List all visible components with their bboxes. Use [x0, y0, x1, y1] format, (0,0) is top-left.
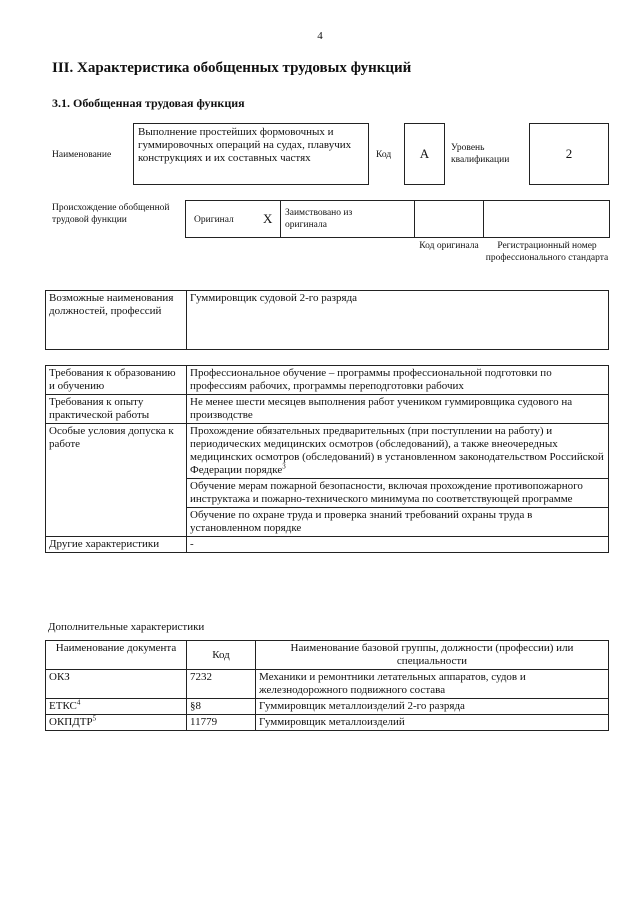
table-row	[46, 424, 609, 479]
borrowed-box	[280, 200, 415, 238]
table-row	[46, 715, 609, 731]
page-number: 4	[317, 30, 323, 42]
original-box	[185, 200, 281, 238]
additional-title: Дополнительные характеристики	[48, 621, 205, 633]
additional-table	[45, 640, 609, 731]
header-name: Наименование базовой группы, должности (профессии) или специальности	[256, 641, 609, 670]
code-value: A	[419, 146, 430, 161]
table-row	[46, 699, 609, 715]
row-code: 7232	[187, 670, 256, 699]
reg-number-box	[483, 200, 610, 238]
positions-value: Гуммировщик судовой 2-го разряда	[187, 291, 609, 350]
level-value: 2	[565, 146, 573, 161]
code-label: Код	[376, 150, 392, 160]
table-row	[46, 366, 609, 395]
req-label-admission: Особые условия допуска к работе	[46, 424, 187, 537]
section-title: III. Характеристика обобщенных трудовых функций	[52, 60, 412, 76]
req-value-medical: Прохождение обязательных предварительных (при поступлении на работу) и периодических медицинских осмотров (обследований), а также внеочередных медицинских осмотров (обследований) в установленном законодательством Российской Федерации порядке$^3$	[187, 424, 609, 479]
req-value-other: -	[187, 537, 609, 553]
req-value-experience: Не менее шести месяцев выполнения работ учеником гуммировщика судового на производстве	[187, 395, 609, 424]
req-label-experience: Требования к опыту практической работы	[46, 395, 187, 424]
table-row	[46, 670, 609, 699]
row-doc: ЕТКС$^4$	[46, 699, 187, 715]
code-original-label: Код оригинала	[419, 241, 479, 251]
row-doc: ОКПДТР$^5$	[46, 715, 187, 731]
header-document: Наименование документа	[46, 641, 187, 670]
level-box	[529, 123, 609, 185]
req-value-education: Профессиональное обучение – программы профессиональной подготовки по профессиям рабочих, программы переподготовки рабочих	[187, 366, 609, 395]
positions-label: Возможные наименования должностей, профессий	[46, 291, 187, 350]
table-row	[46, 537, 609, 553]
reg-number-label: Регистрационный номер профессионального стандарта	[485, 241, 609, 263]
subsection-title: 3.1. Обобщенная трудовая функция	[52, 96, 245, 110]
req-label-other: Другие характеристики	[46, 537, 187, 553]
req-value-labor-safety: Обучение по охране труда и проверка знаний требований охраны труда в установленном порядке	[187, 508, 609, 537]
row-code: §8	[187, 699, 256, 715]
level-label: Уровень квалификации	[451, 143, 510, 165]
function-name-value: Выполнение простейших формовочных и гуммировочных операций на судах, плавучих конструкциях и их составных частях	[138, 126, 352, 164]
requirements-table	[45, 365, 609, 553]
header-code: Код	[187, 641, 256, 670]
req-value-fire-safety: Обучение мерам пожарной безопасности, включая прохождение противопожарного инструктажа и пожарно-технического минимума по соответствующей программе	[187, 479, 609, 508]
row-name: Механики и ремонтники летательных аппаратов, судов и железнодорожного подвижного состава	[256, 670, 609, 699]
origin-label: Происхождение обобщенной трудовой функции	[52, 203, 170, 225]
borrowed-label: Заимствовано из оригинала	[285, 208, 353, 230]
row-code: 11779	[187, 715, 256, 731]
row-doc: ОКЗ	[46, 670, 187, 699]
positions-table	[45, 290, 609, 350]
code-box	[404, 123, 445, 185]
table-header-row	[46, 641, 609, 670]
row-name: Гуммировщик металлоизделий	[256, 715, 609, 731]
req-label-education: Требования к образованию и обучению	[46, 366, 187, 395]
code-original-box	[414, 200, 484, 238]
function-name-box	[133, 123, 369, 185]
table-row	[46, 395, 609, 424]
original-mark: X	[263, 211, 273, 226]
footnote-3: 3	[282, 462, 286, 471]
name-label: Наименование	[52, 150, 112, 160]
row-name: Гуммировщик металлоизделий 2-го разряда	[256, 699, 609, 715]
original-label: Оригинал	[194, 215, 234, 225]
